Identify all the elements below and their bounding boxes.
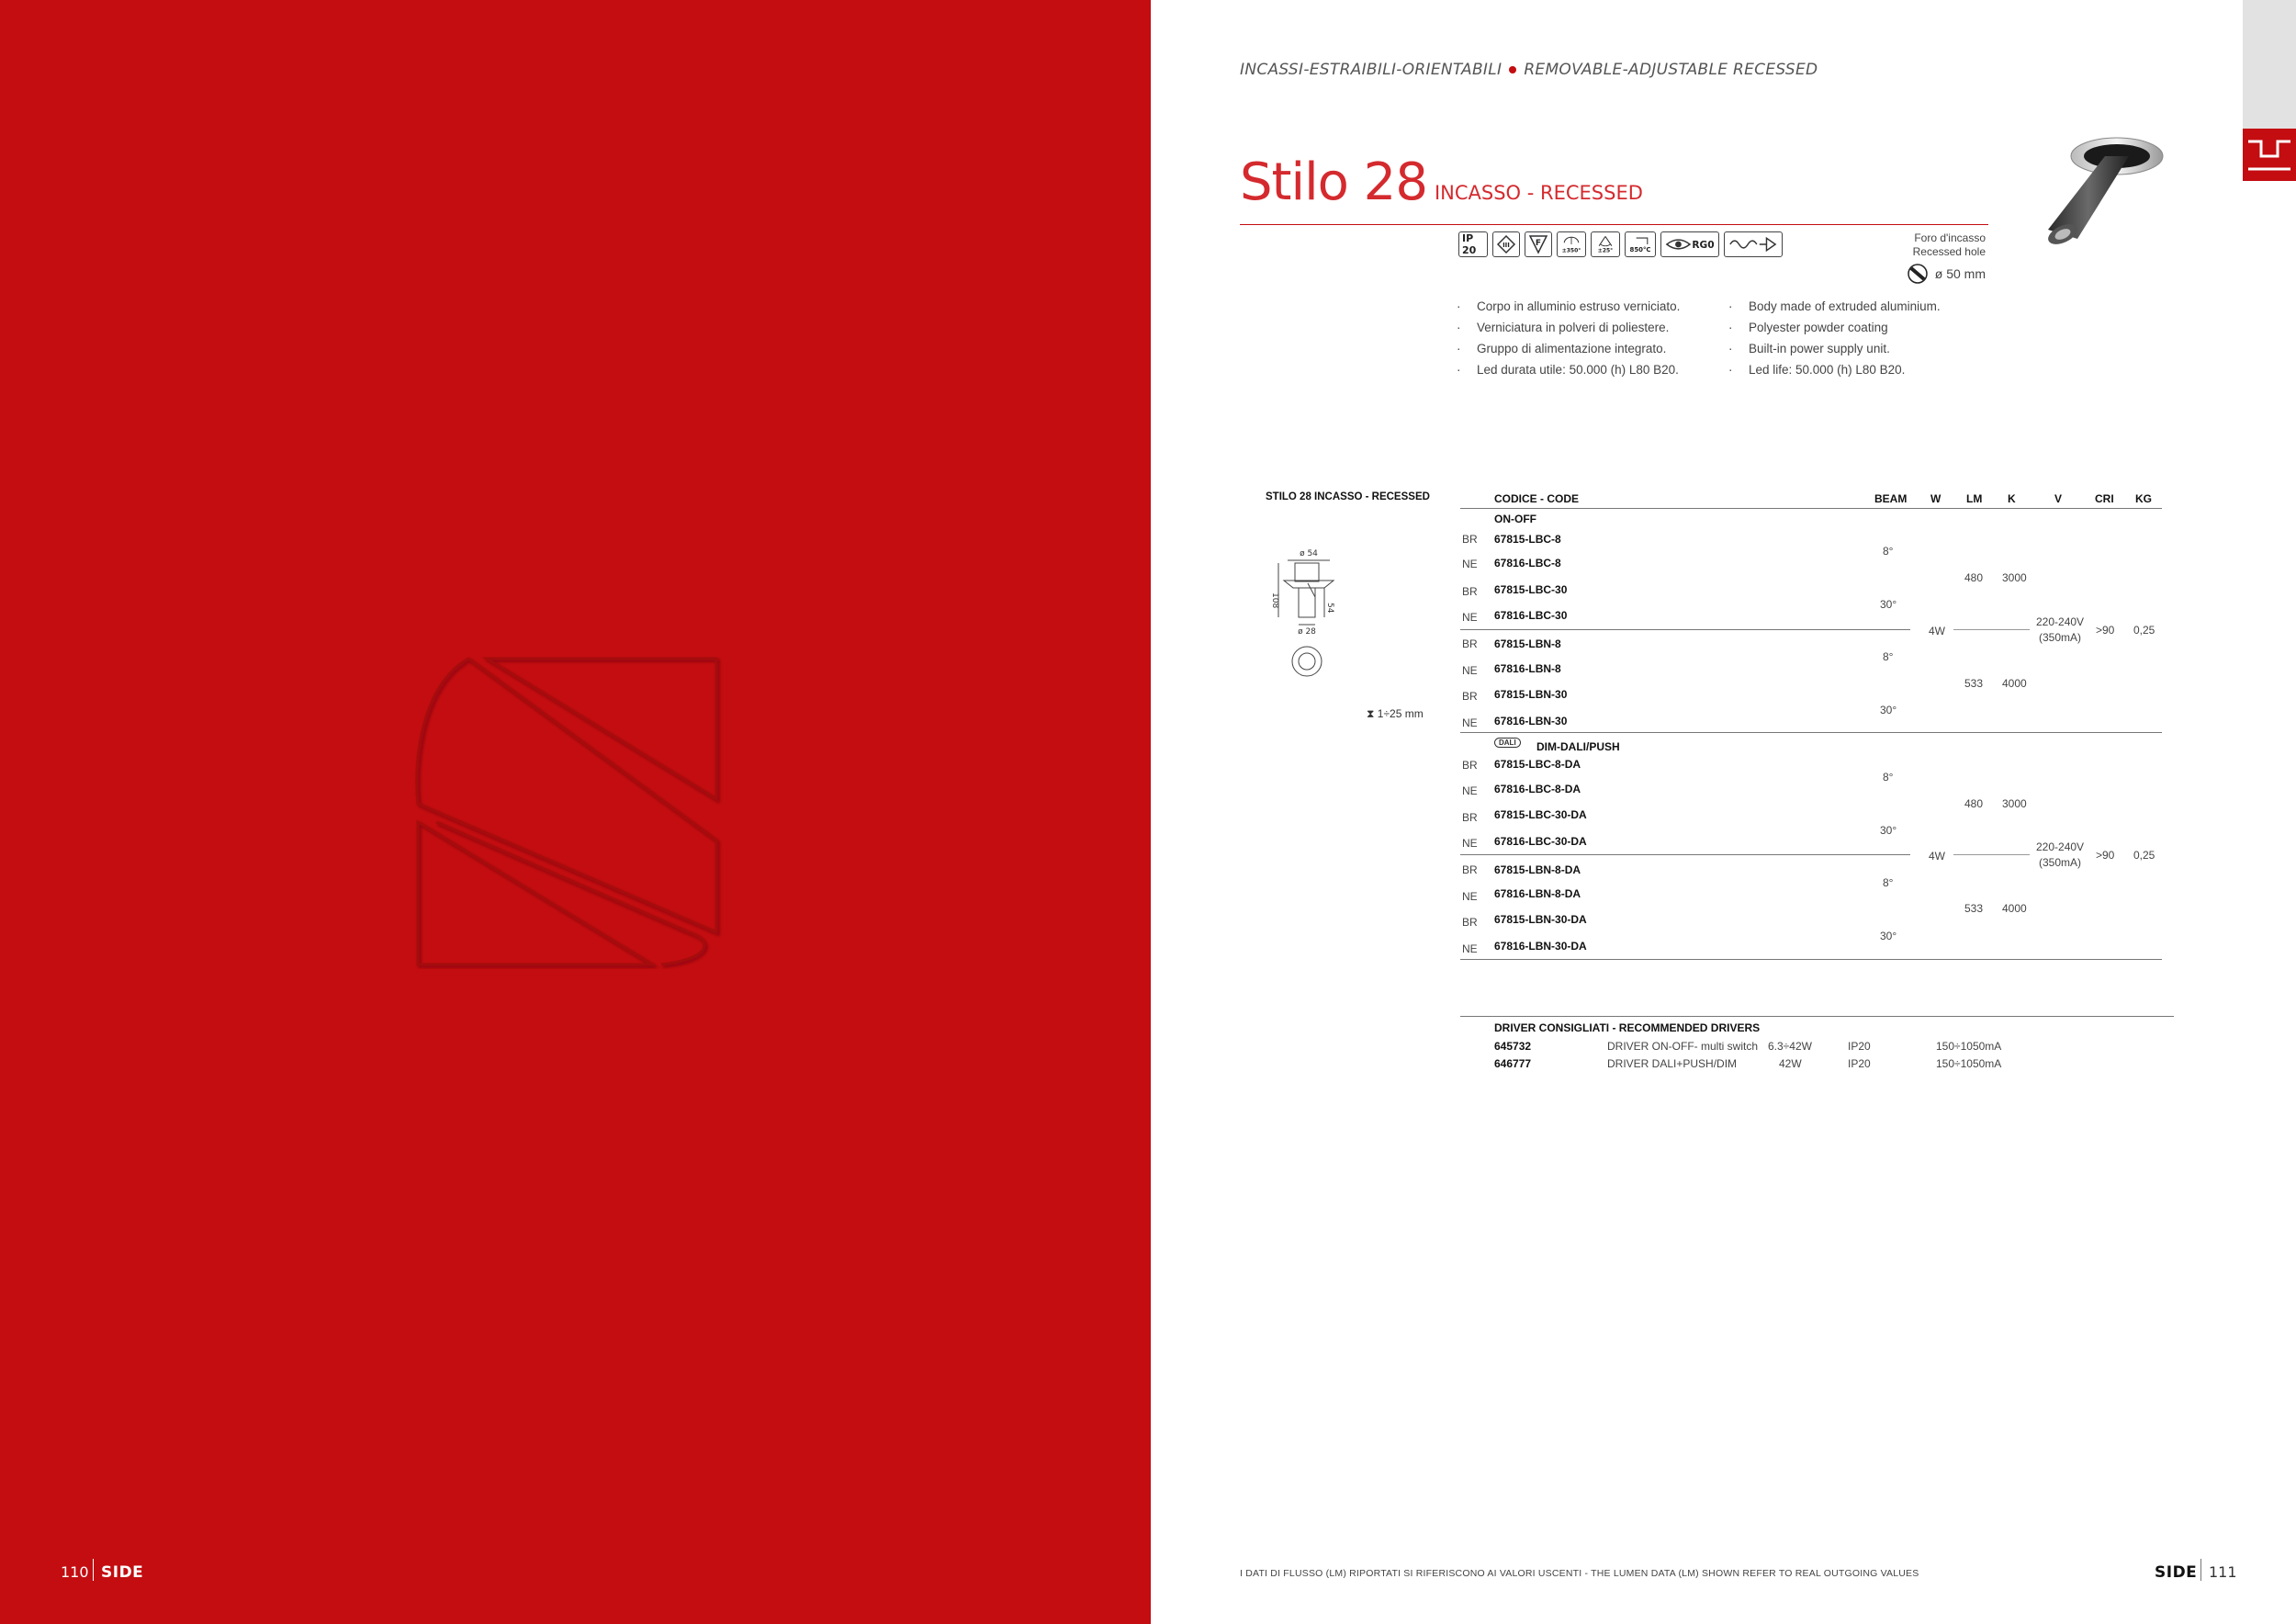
kelvin: 4000 [2002, 902, 2027, 915]
code: 67816-LBN-8 [1494, 662, 1561, 675]
tilt-value: 1÷25 mm [1377, 707, 1424, 720]
driver-power: 42W [1779, 1057, 1802, 1070]
header-en: REMOVABLE-ADJUSTABLE RECESSED [1524, 61, 1818, 79]
lumen: 533 [1964, 677, 1984, 690]
feature-it: · Verniciatura in polveri di poliestere. [1457, 317, 1680, 338]
driver-ip: IP20 [1848, 1057, 1871, 1070]
svg-text:ø 28: ø 28 [1298, 627, 1316, 637]
header-rule [1460, 508, 2162, 509]
code: 67815-LBC-8-DA [1494, 758, 1581, 771]
header-it: INCASSI-ESTRAIBILI-ORIENTABILI [1240, 61, 1503, 79]
left-page-number: 110 [61, 1563, 89, 1581]
code: 67816-LBN-30 [1494, 715, 1568, 727]
lumen: 480 [1964, 571, 1984, 584]
drawing-title: STILO 28 INCASSO - RECESSED [1266, 491, 1430, 502]
driver-desc: DRIVER ON-OFF- multi switch [1607, 1040, 1759, 1053]
lumen-footnote: I DATI DI FLUSSO (LM) RIPORTATI SI RIFERISCONO AI VALORI USCENTI - THE LUMEN DATA (LM) SHOWN REFER TO REAL OUTGOING VALUES [1240, 1568, 1919, 1579]
feature-en: · Built-in power supply unit. [1728, 338, 1941, 359]
svg-text:108: 108 [1270, 592, 1279, 609]
beam: 8° [1883, 876, 1894, 889]
dali-badge: DALI [1494, 738, 1521, 748]
header-kg: KG [2135, 492, 2152, 505]
group-rule [1460, 959, 2162, 960]
code: 67815-LBC-30-DA [1494, 808, 1587, 821]
hole-label-it: Foro d'incasso [1914, 231, 1986, 244]
subgroup-rule [1460, 854, 1910, 855]
left-brand: SIDE [101, 1563, 144, 1582]
code: 67815-LBN-8-DA [1494, 863, 1581, 876]
code: 67816-LBN-8-DA [1494, 887, 1581, 900]
beam: 8° [1883, 771, 1894, 784]
finish: BR [1462, 811, 1478, 824]
lm-k-divider [1953, 854, 2030, 855]
beam: 8° [1883, 545, 1894, 558]
beam: 30° [1880, 930, 1897, 942]
code: 67816-LBC-30-DA [1494, 835, 1587, 848]
feature-it: · Led durata utile: 50.000 (h) L80 B20. [1457, 359, 1680, 380]
finish: BR [1462, 690, 1478, 703]
finish: NE [1462, 784, 1478, 797]
header-k: K [2008, 492, 2016, 505]
code: 67816-LBC-8-DA [1494, 783, 1581, 795]
kelvin: 3000 [2002, 797, 2027, 810]
code: 67815-LBN-8 [1494, 637, 1561, 650]
hole-label-en: Recessed hole [1912, 245, 1986, 258]
feature-it: · Corpo in alluminio estruso verniciato. [1457, 296, 1680, 317]
code: 67815-LBC-30 [1494, 583, 1568, 596]
driver-power: 6.3÷42W [1768, 1040, 1812, 1053]
finish: NE [1462, 664, 1478, 677]
code: 67815-LBC-8 [1494, 533, 1561, 546]
drivers-rule [1460, 1016, 2174, 1017]
svg-text:54: 54 [1325, 603, 1334, 614]
finish: BR [1462, 759, 1478, 772]
feature-en: · Polyester powder coating [1728, 317, 1941, 338]
weight: 0,25 [2133, 624, 2155, 637]
hole-value: ø 50 mm [1934, 265, 1986, 281]
finish: BR [1462, 585, 1478, 598]
feature-it: · Gruppo di alimentazione integrato. [1457, 338, 1680, 359]
weight: 0,25 [2133, 849, 2155, 862]
kelvin: 4000 [2002, 677, 2027, 690]
current: (350mA) [2039, 856, 2082, 869]
driver-ip: IP20 [1848, 1040, 1871, 1053]
finish: NE [1462, 890, 1478, 903]
svg-text:III: III [1503, 242, 1510, 249]
cri: >90 [2096, 849, 2115, 862]
lumen: 480 [1964, 797, 1984, 810]
drivers-title: DRIVER CONSIGLIATI - RECOMMENDED DRIVERS [1494, 1021, 1761, 1034]
beam: 30° [1880, 824, 1897, 837]
subgroup-rule [1460, 629, 1910, 630]
code: 67816-LBN-30-DA [1494, 940, 1587, 953]
driver-code: 646777 [1494, 1057, 1532, 1070]
finish: BR [1462, 863, 1478, 876]
right-page-number: 111 [2209, 1563, 2237, 1581]
driver-current: 150÷1050mA [1936, 1040, 2002, 1053]
code: 67815-LBN-30-DA [1494, 913, 1587, 926]
driver-code: 645732 [1494, 1040, 1532, 1053]
svg-text:±350°: ±350° [1561, 247, 1581, 254]
beam: 30° [1880, 598, 1897, 611]
finish: BR [1462, 916, 1478, 929]
svg-text:RG0: RG0 [1692, 238, 1715, 251]
code: 67816-LBC-8 [1494, 557, 1561, 570]
lm-k-divider [1953, 629, 2030, 630]
finish: NE [1462, 558, 1478, 570]
header-code: CODICE - CODE [1494, 492, 1580, 505]
header-beam: BEAM [1874, 492, 1908, 505]
group-title: DIM-DALI/PUSH [1536, 740, 1620, 753]
product-subtitle: INCASSO - RECESSED [1434, 182, 1643, 204]
voltage: 220-240V [2036, 615, 2085, 628]
driver-current: 150÷1050mA [1936, 1057, 2002, 1070]
group-title: ON-OFF [1494, 513, 1536, 525]
svg-text:ø 54: ø 54 [1300, 549, 1318, 558]
voltage: 220-240V [2036, 840, 2085, 853]
product-name: Stilo 28 [1240, 152, 1427, 212]
finish: NE [1462, 942, 1478, 955]
feature-en: · Led life: 50.000 (h) L80 B20. [1728, 359, 1941, 380]
feature-en: · Body made of extruded aluminium. [1728, 296, 1941, 317]
svg-text:F: F [1535, 239, 1542, 248]
watt: 4W [1929, 625, 1945, 637]
beam: 8° [1883, 650, 1894, 663]
tilt-icon: ⧗ [1367, 707, 1375, 720]
group-rule [1460, 732, 2162, 733]
finish: BR [1462, 637, 1478, 650]
right-separator [2200, 1559, 2201, 1581]
lumen: 533 [1964, 902, 1984, 915]
current: (350mA) [2039, 631, 2082, 644]
cri: >90 [2096, 624, 2115, 637]
header-v: V [2054, 492, 2063, 505]
code: 67815-LBN-30 [1494, 688, 1568, 701]
header-lm: LM [1966, 492, 1983, 505]
right-brand: SIDE [2155, 1563, 2198, 1582]
svg-text:850°C: 850°C [1629, 245, 1651, 254]
svg-text:±25°: ±25° [1597, 247, 1614, 254]
header-w: W [1930, 492, 1941, 505]
ip20-icon: IP 20 [1458, 231, 1488, 257]
finish: NE [1462, 837, 1478, 850]
driver-desc: DRIVER DALI+PUSH/DIM [1607, 1057, 1738, 1070]
finish: NE [1462, 611, 1478, 624]
watt: 4W [1929, 850, 1945, 863]
kelvin: 3000 [2002, 571, 2027, 584]
finish: NE [1462, 716, 1478, 729]
header-cri: CRI [2095, 492, 2114, 505]
beam: 30° [1880, 704, 1897, 716]
code: 67816-LBC-30 [1494, 609, 1568, 622]
finish: BR [1462, 533, 1478, 546]
